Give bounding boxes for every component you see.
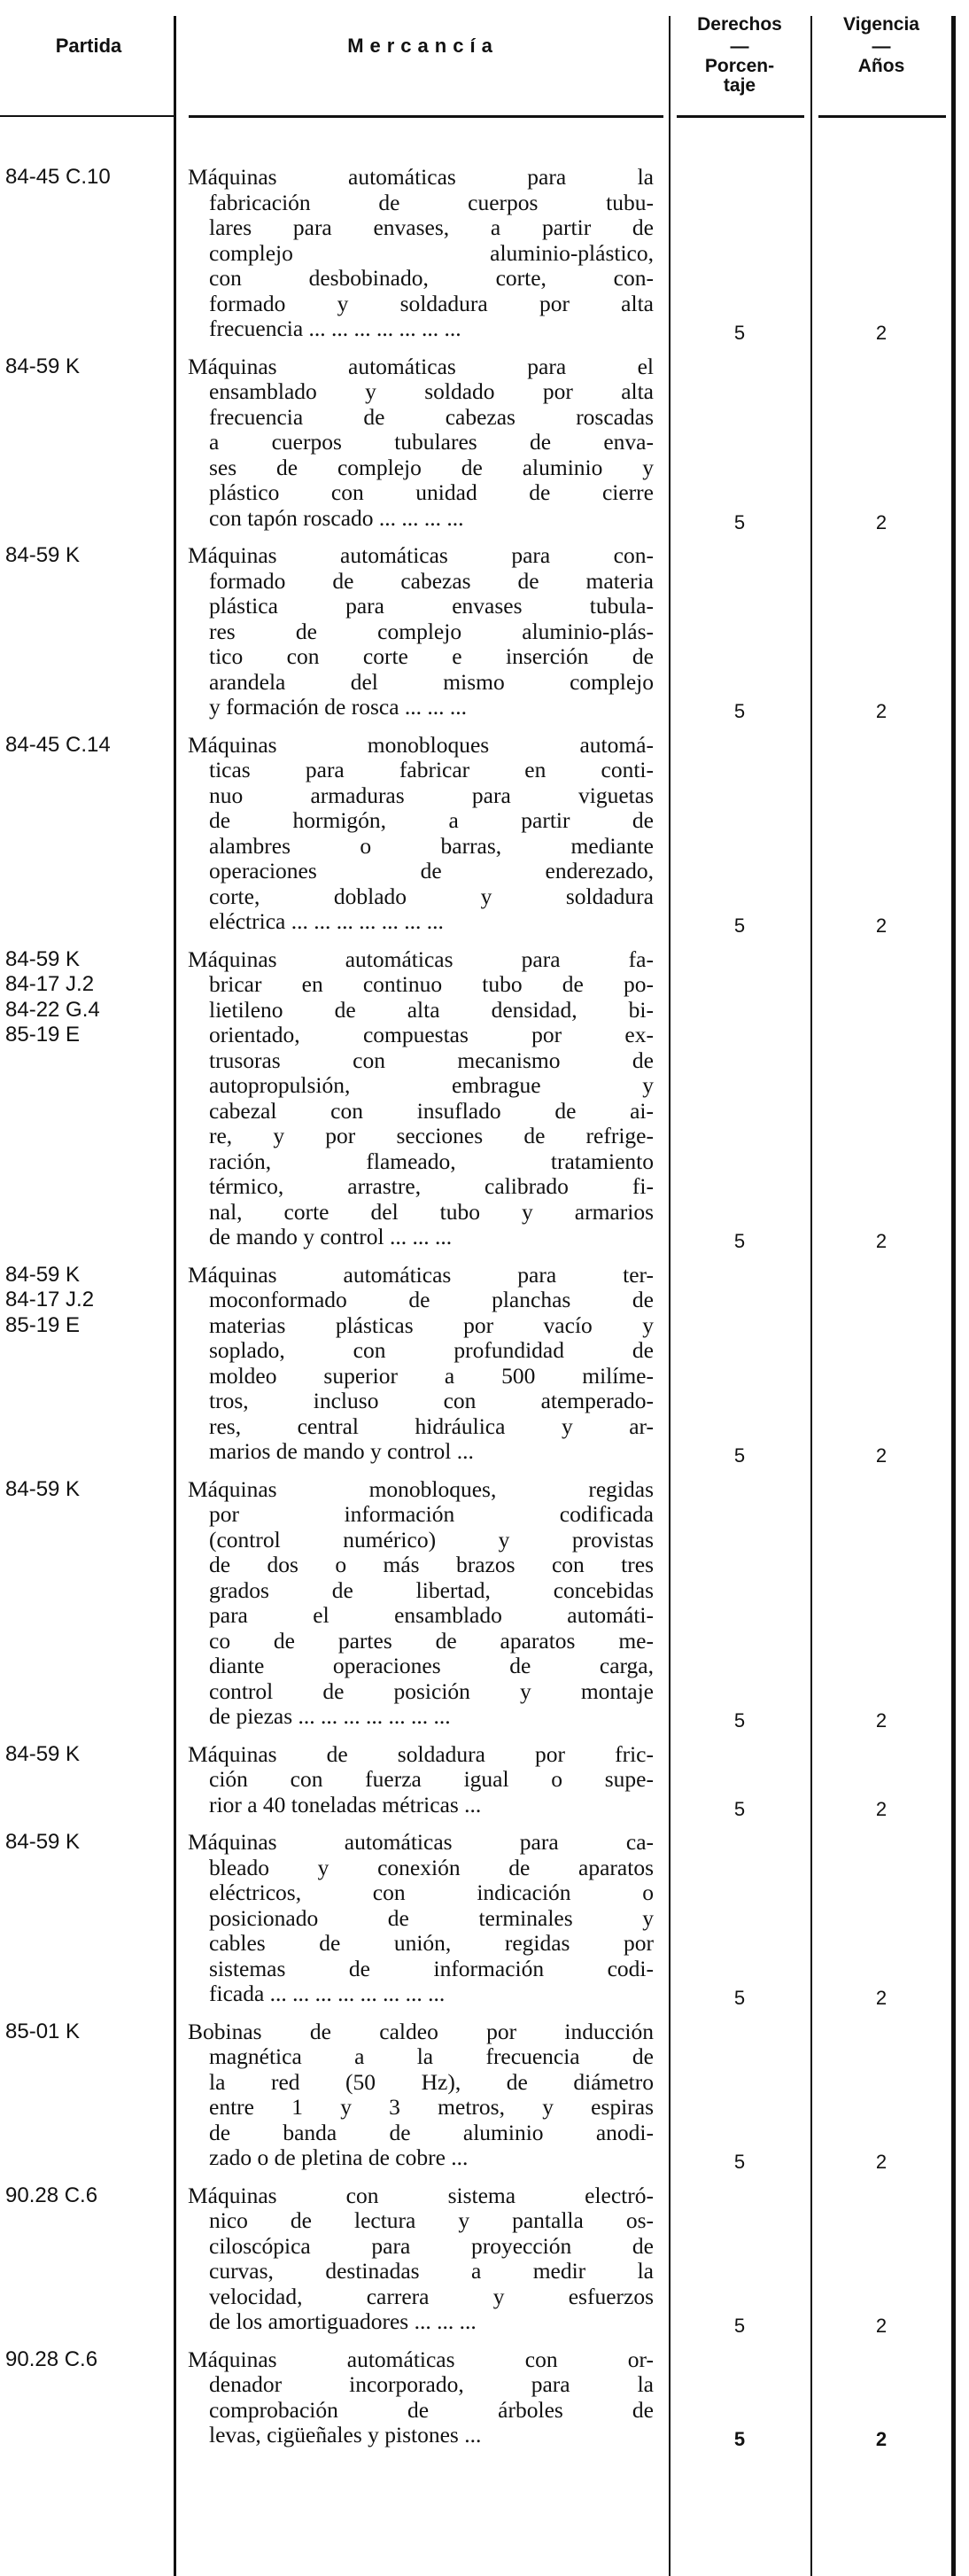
description-line: complejo aluminio-plástico,: [209, 240, 654, 266]
description-line: y formación de rosca ... ... ...: [209, 695, 468, 720]
partida-code: 84-45 C.14: [5, 732, 111, 757]
description-line: térmico, arrastre, calibrado fi-: [209, 1174, 654, 1199]
description-line: ración, flameado, tratamiento: [209, 1148, 654, 1174]
duty-percentage: 5: [733, 1709, 746, 1732]
description-line: Máquinas automáticas para el: [188, 354, 654, 379]
partida-code: 90.28 C.6: [5, 2346, 98, 2371]
partida-code: 84-17 J.2: [5, 972, 95, 996]
partida-codes: [5, 1263, 169, 1339]
header-rule-derechos: [677, 115, 804, 118]
partida-code: 85-19 E: [5, 1023, 81, 1047]
partida-codes: [5, 543, 169, 569]
description-line: eléctricos, con indicación o: [209, 1880, 654, 1905]
header-derechos-title: Derechos: [697, 14, 782, 35]
header-derechos: [673, 12, 806, 96]
description-line: comprobación de árboles de: [209, 2397, 654, 2423]
description-line: materias plásticas por vacío y: [209, 1312, 654, 1338]
description-line: cables de unión, regidas por: [209, 1931, 654, 1956]
table-row: [0, 2347, 951, 2448]
mercancia-description: [188, 1263, 654, 1465]
partida-codes: [5, 1742, 169, 1768]
table-row: [0, 1830, 951, 2007]
description-line: levas, cigüeñales y pistones ...: [209, 2423, 482, 2448]
description-line: re, y por secciones de refrige-: [209, 1124, 654, 1148]
duty-percentage: 5: [733, 2428, 746, 2450]
description-line: de dos o más brazos con tres: [209, 1553, 654, 1577]
description-line: moconformado de planchas de: [209, 1288, 654, 1312]
description-line: nal, corte del tubo y armarios: [209, 1199, 654, 1225]
description-line: frecuencia de cabezas roscadas: [209, 404, 654, 430]
description-line: res de complejo aluminio-plás-: [209, 619, 654, 644]
header-vigencia-title: Vigencia: [843, 14, 919, 35]
partida-codes: [5, 1477, 169, 1503]
description-line: res, central hidráulica y ar-: [209, 1413, 654, 1439]
partida-codes: [5, 165, 169, 191]
header-derechos-sub-1: Porcen-: [704, 56, 775, 76]
description-line: fabricación de cuerpos tubu-: [209, 190, 654, 215]
description-line: magnética a la frecuencia de: [209, 2044, 654, 2069]
validity-years: 2: [875, 2151, 888, 2173]
description-line: la red (50 Hz), de diámetro: [209, 2069, 654, 2095]
description-line: de mando y control ... ... ...: [209, 1225, 453, 1249]
duty-percentage: 5: [733, 322, 746, 344]
partida-code: 84-22 G.4: [5, 997, 100, 1022]
partida-codes: [5, 947, 169, 1048]
description-line: Máquinas automáticas para ter-: [188, 1262, 654, 1288]
partida-codes: [5, 733, 169, 759]
description-line: Máquinas monobloques, regidas: [188, 1476, 654, 1502]
description-line: nico de lectura y pantalla os-: [209, 2208, 654, 2233]
table-row: [0, 733, 951, 935]
partida-code: 84-59 K: [5, 946, 81, 971]
mercancia-description: [188, 543, 654, 720]
table-row: [0, 354, 951, 532]
partida-code: 84-45 C.10: [5, 165, 111, 189]
validity-years: 2: [875, 1230, 888, 1252]
duty-percentage: 5: [733, 1444, 746, 1467]
header-derechos-dash: —: [730, 36, 749, 57]
validity-years: 2: [875, 914, 888, 937]
duty-percentage: 5: [733, 1987, 746, 2009]
validity-years: 2: [875, 1987, 888, 2009]
description-line: formado de cabezas de materia: [209, 568, 654, 594]
description-line: alambres o barras, mediante: [209, 833, 654, 859]
partida-code: 84-59 K: [5, 1830, 81, 1854]
description-line: soplado, con profundidad de: [209, 1338, 654, 1363]
description-line: sistemas de información codi-: [209, 1956, 654, 1981]
mercancia-description: [188, 1477, 654, 1730]
description-line: Bobinas de caldeo por inducción: [188, 2019, 654, 2044]
partida-code: 84-59 K: [5, 1262, 81, 1287]
description-line: por información codificada: [209, 1502, 654, 1527]
partida-codes: [5, 2020, 169, 2045]
description-line: grados de libertad, concebidas: [209, 1577, 654, 1603]
mercancia-description: [188, 2347, 654, 2448]
description-line: (control numérico) y provistas: [209, 1527, 654, 1553]
description-line: formado y soldadura por alta: [209, 291, 654, 316]
partida-code: 85-19 E: [5, 1312, 81, 1337]
description-line: Máquinas monobloques automá-: [188, 732, 654, 758]
description-line: corte, doblado y soldadura: [209, 883, 654, 909]
duty-percentage: 5: [733, 1797, 746, 1820]
duty-percentage: 5: [733, 914, 746, 937]
description-line: de piezas ... ... ... ... ... ... ...: [209, 1704, 451, 1729]
table-row: [0, 1477, 951, 1730]
description-line: cabezal con insuflado de ai-: [209, 1098, 654, 1124]
description-line: operaciones de enderezado,: [209, 859, 654, 883]
description-line: control de posición y montaje: [209, 1678, 654, 1704]
table-row: [0, 165, 951, 342]
description-line: a cuerpos tubulares de enva-: [209, 430, 654, 455]
description-line: orientado, compuestas por ex-: [209, 1023, 654, 1047]
validity-years: 2: [875, 510, 888, 533]
header-rule-partida: [0, 115, 174, 117]
partida-code: 84-59 K: [5, 543, 81, 567]
header-vigencia-dash: —: [872, 36, 891, 57]
description-line: ción con fuerza igual o supe-: [209, 1767, 654, 1792]
validity-years: 2: [875, 322, 888, 344]
description-line: de los amortiguadores ... ... ...: [209, 2309, 477, 2334]
header-partida: Partida: [55, 35, 122, 57]
description-line: Máquinas automáticas para ca-: [188, 1830, 654, 1855]
duty-percentage: 5: [733, 510, 746, 533]
description-line: lietileno de alta densidad, bi-: [209, 997, 654, 1023]
table-row: [0, 2183, 951, 2335]
partida-codes: [5, 2347, 169, 2373]
description-line: bleado y conexión de aparatos: [209, 1855, 654, 1880]
table-row: [0, 1742, 951, 1818]
mercancia-description: [188, 1830, 654, 2007]
partida-code: 84-59 K: [5, 354, 81, 378]
description-line: bricar en continuo tubo de po-: [209, 972, 654, 997]
description-line: plástico con unidad de cierre: [209, 480, 654, 505]
validity-years: 2: [875, 700, 888, 722]
description-line: denador incorporado, para la: [209, 2372, 654, 2397]
header-rule-vigencia: [818, 115, 946, 118]
partida-code: 84-17 J.2: [5, 1288, 95, 1311]
description-line: tico con corte e inserción de: [209, 644, 654, 669]
description-line: arandela del mismo complejo: [209, 669, 654, 695]
partida-code: 90.28 C.6: [5, 2183, 98, 2207]
description-line: nuo armaduras para viguetas: [209, 782, 654, 808]
description-line: con desbobinado, corte, con-: [209, 266, 654, 291]
validity-years: 2: [875, 1709, 888, 1732]
description-line: zado o de pletina de cobre ...: [209, 2145, 469, 2170]
description-line: rior a 40 toneladas métricas ...: [209, 1792, 482, 1817]
validity-years: 2: [875, 1797, 888, 1820]
description-line: ficada ... ... ... ... ... ... ... ...: [209, 1981, 446, 2006]
description-line: trusoras con mecanismo de: [209, 1047, 654, 1073]
table-row: [0, 1263, 951, 1465]
description-line: Máquinas automáticas para con-: [188, 543, 654, 568]
description-line: ses de complejo de aluminio y: [209, 455, 654, 480]
table-row: [0, 543, 951, 720]
description-line: Máquinas automáticas para fa-: [188, 946, 654, 972]
table-row: [0, 947, 951, 1250]
description-line: co de partes de aparatos me-: [209, 1628, 654, 1654]
description-line: Máquinas de soldadura por fric-: [188, 1741, 654, 1767]
description-line: Máquinas automáticas con or-: [188, 2346, 654, 2372]
column-divider-right-edge: [951, 16, 956, 2576]
description-line: velocidad, carrera y esfuerzos: [209, 2284, 654, 2309]
description-line: curvas, destinadas a medir la: [209, 2259, 654, 2284]
description-line: ciloscópica para proyección de: [209, 2233, 654, 2259]
mercancia-description: [188, 947, 654, 1250]
description-line: ticas para fabricar en conti-: [209, 758, 654, 782]
validity-years: 2: [875, 2315, 888, 2337]
description-line: eléctrica ... ... ... ... ... ... ...: [209, 909, 444, 934]
mercancia-description: [188, 354, 654, 532]
mercancia-description: [188, 733, 654, 935]
description-line: marios de mando y control ...: [209, 1439, 474, 1464]
description-line: tros, incluso con atemperado-: [209, 1389, 654, 1413]
partida-code: 85-01 K: [5, 2019, 81, 2043]
partida-code: 84-59 K: [5, 1476, 81, 1501]
table-row: [0, 2020, 951, 2171]
partida-codes: [5, 2183, 169, 2209]
description-line: con tapón roscado ... ... ... ...: [209, 505, 464, 531]
duty-percentage: 5: [733, 2151, 746, 2173]
description-line: moldeo superior a 500 milíme-: [209, 1363, 654, 1389]
description-line: diante operaciones de carga,: [209, 1654, 654, 1678]
mercancia-description: [188, 1742, 654, 1818]
description-line: frecuencia ... ... ... ... ... ... ...: [209, 316, 461, 341]
header-rule-mercancia: [189, 115, 663, 118]
validity-years: 2: [875, 1444, 888, 1467]
description-line: de hormigón, a partir de: [209, 808, 654, 833]
validity-years: 2: [875, 2428, 888, 2450]
duty-percentage: 5: [733, 2315, 746, 2337]
description-line: posicionado de terminales y: [209, 1905, 654, 1931]
header-vigencia-sub: Años: [857, 56, 905, 76]
duty-percentage: 5: [733, 1230, 746, 1252]
description-line: entre 1 y 3 metros, y espiras: [209, 2095, 654, 2120]
partida-code: 84-59 K: [5, 1741, 81, 1766]
header-vigencia: [815, 12, 948, 76]
description-line: para el ensamblado automáti-: [209, 1603, 654, 1628]
description-line: autopropulsión, embrague y: [209, 1073, 654, 1098]
description-line: Máquinas automáticas para la: [188, 165, 654, 190]
description-line: lares para envases, a partir de: [209, 215, 654, 240]
mercancia-description: [188, 2020, 654, 2171]
description-line: ensamblado y soldado por alta: [209, 379, 654, 404]
header-mercancia: Mercancía: [347, 35, 499, 57]
description-line: de banda de aluminio anodi-: [209, 2120, 654, 2145]
header-derechos-sub-2: taje: [723, 75, 756, 96]
description-line: plástica para envases tubula-: [209, 594, 654, 619]
description-line: Máquinas con sistema electró-: [188, 2183, 654, 2208]
mercancia-description: [188, 165, 654, 342]
duty-percentage: 5: [733, 700, 746, 722]
partida-codes: [5, 354, 169, 380]
mercancia-description: [188, 2183, 654, 2335]
partida-codes: [5, 1830, 169, 1856]
